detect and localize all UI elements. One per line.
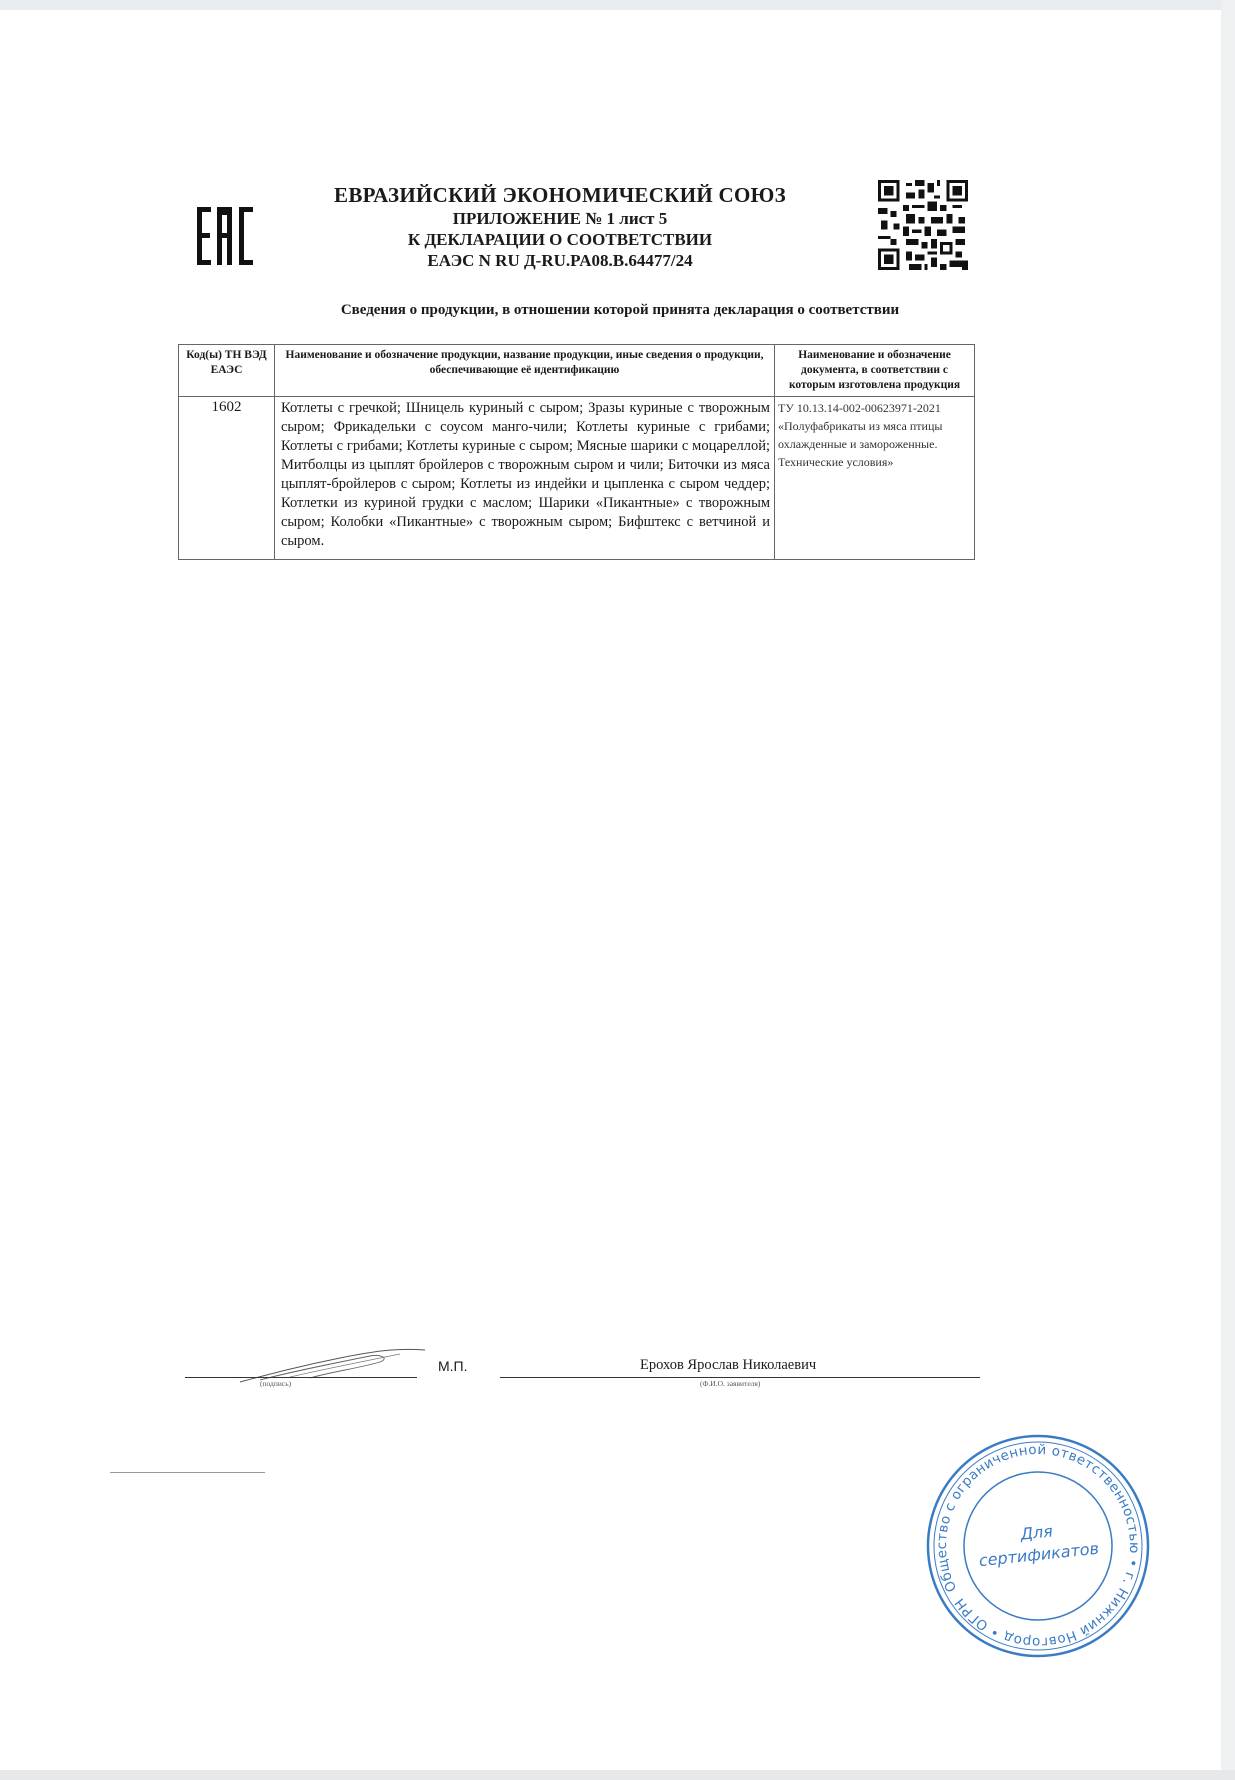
- signature-area: [180, 1352, 980, 1412]
- name-line: [500, 1377, 980, 1378]
- column-header-code: Код(ы) ТН ВЭД ЕАЭС: [179, 345, 275, 397]
- seal-place-label: М.П.: [438, 1358, 468, 1374]
- applicant-name: Ерохов Ярослав Николаевич: [640, 1357, 817, 1373]
- qr-code-icon: [878, 180, 968, 270]
- appendix-title: ПРИЛОЖЕНИЕ № 1 лист 5: [452, 209, 668, 228]
- page-edge-bottom: [0, 1770, 1235, 1780]
- company-stamp: [918, 1426, 1158, 1666]
- stamp-center-line2: сертификатов: [977, 1538, 1100, 1571]
- column-header-document: Наименование и обозначение документа, в соответствии с которым изготовлена продукция: [775, 345, 975, 397]
- eac-logo: [195, 205, 257, 267]
- product-names: Котлеты с гречкой; Шницель куриный с сыром; Зразы куриные с творожным сыром; Фрикадельки с соусом манго-чили; Котлеты куриные с грибами; Котлеты с грибами; Котлеты куриные с сыром; Мясные шарики с моцареллой; Митболцы из цыплят бройлеров с творожным сыром и чили; Биточки из мяса цыплят-бройлеров с сыром; Котлеты из индейки и цыпленка с сыром чеддер; Котлетки из куриной грудки с маслом; Шарики «Пикантные» с творожным сыром; Колобки «Пикантные» с творожным сыром; Бифштекс с ветчиной и сыром.: [275, 397, 775, 560]
- name-caption: (Ф.И.О. заявителя): [700, 1379, 761, 1388]
- stamp-ring-text: Общество с ограниченной ответственностью • г. Нижний Новгород • ОГРН: [933, 1441, 1143, 1651]
- signature-line: [185, 1377, 417, 1378]
- section-subtitle: Сведения о продукции, в отношении которой принята декларация о соответствии: [340, 302, 900, 318]
- signature-caption: (подпись): [260, 1379, 292, 1388]
- stamp-center-line1: Для: [1019, 1521, 1054, 1544]
- products-table: [178, 344, 975, 560]
- column-header-product-name: Наименование и обозначение продукции, название продукции, иные сведения о продукции, обеспечивающие её идентификацию: [275, 345, 775, 397]
- table-header-row: [179, 345, 975, 397]
- declaration-number: ЕАЭС N RU Д-RU.PA08.B.64477/24: [427, 251, 693, 270]
- declaration-heading: К ДЕКЛАРАЦИИ О СООТВЕТСТВИИ: [407, 230, 713, 249]
- page-edge-right: [1221, 0, 1235, 1780]
- document-header: [290, 182, 830, 271]
- table-row: [179, 397, 975, 560]
- standard-document: ТУ 10.13.14-002-00623971-2021 «Полуфабрикаты из мяса птицы охлажденные и замороженные. Технические условия»: [775, 397, 975, 560]
- product-code: 1602: [179, 397, 275, 560]
- page-edge-top: [0, 0, 1235, 10]
- union-title: ЕВРАЗИЙСКИЙ ЭКОНОМИЧЕСКИЙ СОЮЗ: [334, 183, 786, 207]
- margin-line: [110, 1472, 265, 1473]
